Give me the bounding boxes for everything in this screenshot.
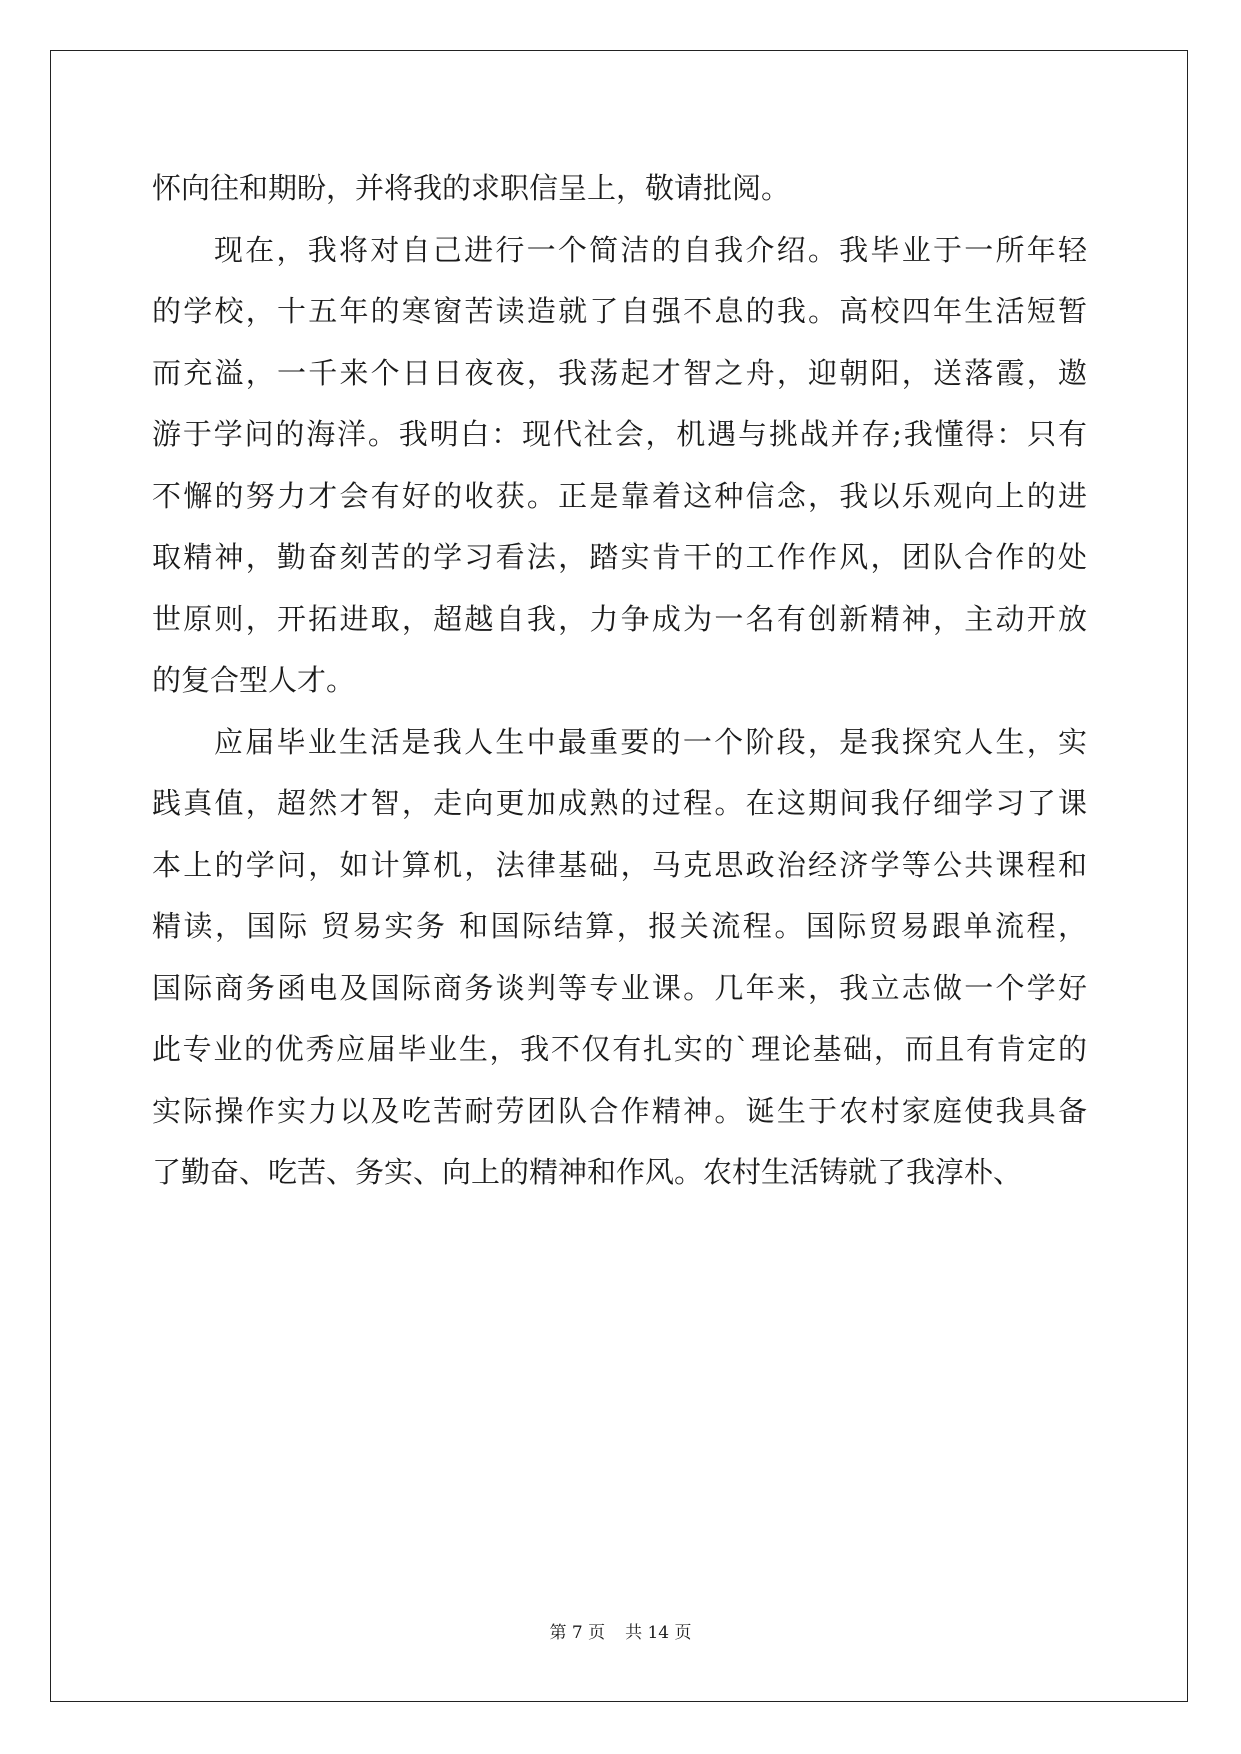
text-line: 此专业的优秀应届毕业生，我不仅有扎实的`理论基础，而且有肯定的 <box>152 1032 1087 1066</box>
text-line: 实际操作实力以及吃苦耐劳团队合作精神。诞生于农村家庭使我具备 <box>152 1093 1087 1128</box>
paragraph <box>152 712 1087 1204</box>
text-line: 了勤奋、吃苦、务实、向上的精神和作风。农村生活铸就了我淳朴、 <box>152 1155 1023 1189</box>
page-footer <box>0 1622 1241 1644</box>
text-line: 应届毕业生活是我人生中最重要的一个阶段，是我探究人生，实 <box>214 724 1087 759</box>
text-line: 精读，国际 贸易实务 和国际结算，报关流程。国际贸易跟单流程， <box>152 909 1087 943</box>
text-line: 本上的学问，如计算机，法律基础，马克思政治经济学等公共课程和 <box>152 847 1087 882</box>
text-line: 取精神，勤奋刻苦的学习看法，踏实肯干的工作作风，团队合作的处 <box>152 540 1087 574</box>
document-body <box>152 158 1087 1204</box>
text-line: 游于学问的海洋。我明白：现代社会，机遇与挑战并存;我懂得：只有 <box>152 417 1087 451</box>
text-line: 国际商务函电及国际商务谈判等专业课。几年来，我立志做一个学好 <box>152 970 1087 1005</box>
paragraph <box>152 158 1087 220</box>
text-line: 现在，我将对自己进行一个简洁的自我介绍。我毕业于一所年轻 <box>214 232 1087 267</box>
text-line: 怀向往和期盼，并将我的求职信呈上，敬请批阅。 <box>152 171 791 205</box>
page-number: 第 7 页 <box>549 1623 606 1643</box>
text-line: 的学校，十五年的寒窗苦读造就了自强不息的我。高校四年生活短暂 <box>152 294 1087 328</box>
page-total: 共 14 页 <box>625 1623 692 1643</box>
text-line: 世原则，开拓进取，超越自我，力争成为一名有创新精神，主动开放 <box>152 601 1087 636</box>
paragraph <box>152 220 1087 712</box>
text-line: 的复合型人才。 <box>152 663 356 697</box>
text-line: 践真值，超然才智，走向更加成熟的过程。在这期间我仔细学习了课 <box>152 786 1087 820</box>
text-line: 不懈的努力才会有好的收获。正是靠着这种信念，我以乐观向上的进 <box>152 478 1087 513</box>
text-line: 而充溢，一千来个日日夜夜，我荡起才智之舟，迎朝阳，送落霞，遨 <box>152 355 1087 390</box>
